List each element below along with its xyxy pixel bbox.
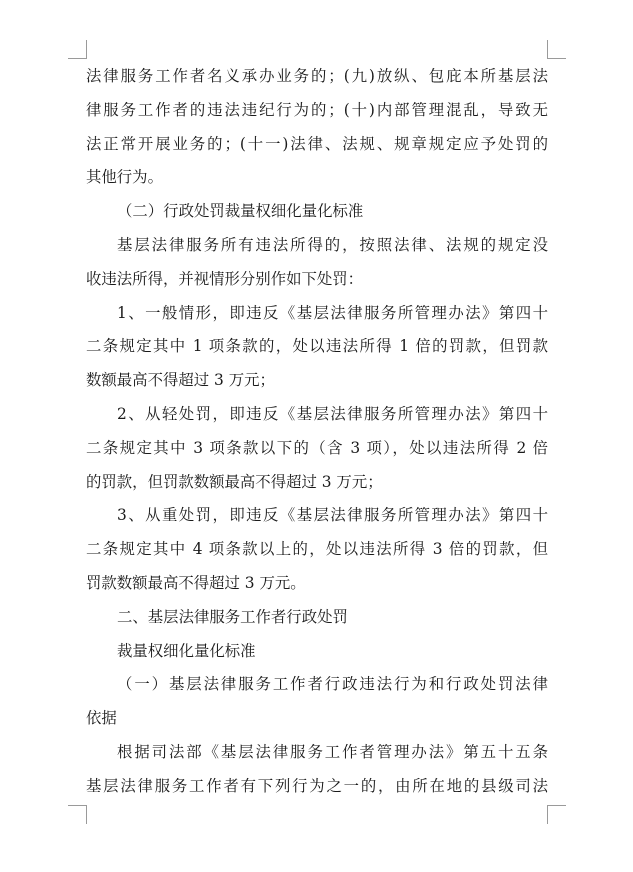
page-corner-mark-bottom-left	[68, 805, 87, 824]
section-heading: （一）基层法律服务工作者行政违法行为和行政处罚法律	[117, 675, 548, 694]
text-line: 法律服务工作者名义承办业务的；(九)放纵、包庇本所基层法	[86, 67, 548, 85]
text-line: 1、一般情形，即违反《基层法律服务所管理办法》第四十	[117, 303, 548, 322]
text-line: 二条规定其中 3 项条款以下的（含 3 项），处以违法所得 2 倍	[86, 438, 548, 457]
section-heading: 依据	[86, 709, 117, 728]
text-line: 根据司法部《基层法律服务工作者管理办法》第五十五条	[117, 742, 548, 761]
text-line: 的罚款，但罚款数额最高不得超过 3 万元；	[86, 472, 383, 491]
section-heading: 裁量权细化量化标准	[117, 641, 256, 660]
text-line: 2、从轻处罚，即违反《基层法律服务所管理办法》第四十	[117, 404, 548, 423]
text-line: 二条规定其中 1 项条款的，处以违法所得 1 倍的罚款，但罚款	[86, 337, 548, 356]
text-line: 基层法律服务所有违法所得的，按照法律、法规的规定没	[117, 235, 548, 254]
text-line: 法正常开展业务的；(十一)法律、法规、规章规定应予处罚的	[86, 134, 548, 153]
page-corner-mark-top-left	[68, 40, 87, 59]
text-line: 基层法律服务工作者有下列行为之一的，由所在地的县级司法	[86, 776, 548, 795]
text-line: 收违法所得，并视情形分别作如下处罚：	[86, 269, 364, 288]
text-line: 其他行为。	[86, 168, 163, 187]
document-body	[86, 60, 548, 804]
page-corner-mark-bottom-right	[547, 805, 566, 824]
text-line: 律服务工作者的违法违纪行为的；(十)内部管理混乱，导致无	[86, 100, 548, 119]
text-line: 罚款数额最高不得超过 3 万元。	[86, 573, 306, 592]
section-heading: 二、基层法律服务工作者行政处罚	[117, 607, 348, 626]
text-line: 数额最高不得超过 3 万元；	[86, 371, 275, 390]
text-line: 二条规定其中 4 项条款以上的，处以违法所得 3 倍的罚款，但	[86, 540, 548, 559]
page-corner-mark-top-right	[547, 40, 566, 59]
text-line: 3、从重处罚，即违反《基层法律服务所管理办法》第四十	[117, 506, 548, 525]
section-heading: （二）行政处罚裁量权细化量化标准	[117, 202, 364, 221]
